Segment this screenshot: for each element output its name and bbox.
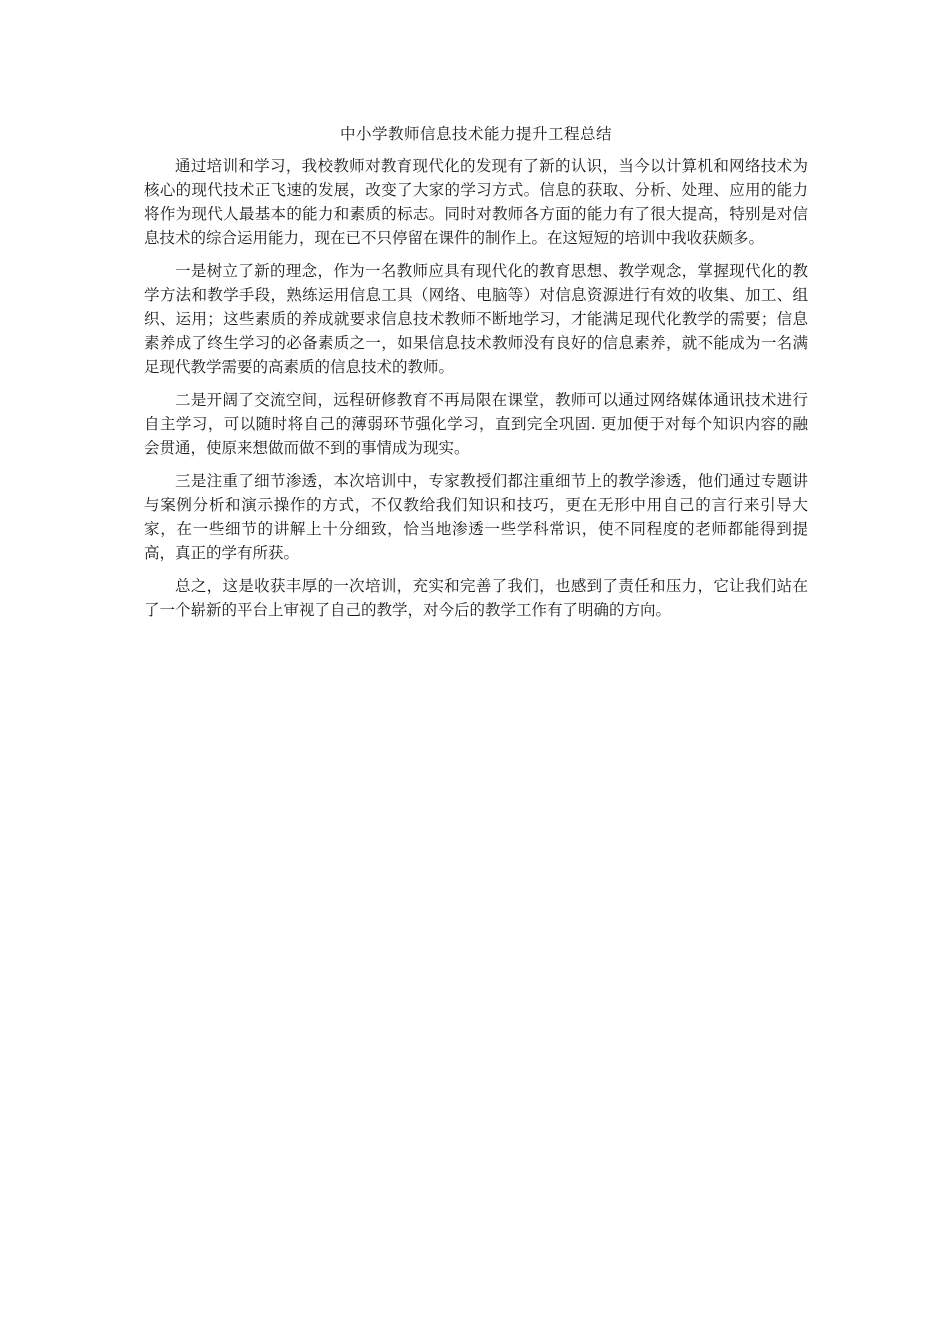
paragraph-point-two: 二是开阔了交流空间，远程研修教育不再局限在课堂，教师可以通过网络媒体通讯技术进行自主学习，可以随时将自己的薄弱环节强化学习，直到完全巩固. 更加便于对每个知识内容的融 会贯通，使原来想做而做不到的事情成为现实。	[144, 391, 808, 457]
paragraph-point-one: 一是树立了新的理念，作为一名教师应具有现代化的教育思想、教学观念，掌握现代化的教学方法和教学手段，熟练运用信息工具（网络、电脑等）对信息资源进行有效的收集、加工、组织、运用；这些素质的养成就要求信息技术教师不断地学习，才能满足现代化教学的需要；信息素养成了终生学习的必备素质之一，如果信息技术教师没有良好的信息素养，就不能成为一名满足现代教学需要的高素质的信息技术的教师。	[144, 262, 808, 376]
document-title: 中小学教师信息技术能力提升工程总结	[339, 125, 612, 143]
paragraph-intro: 通过培训和学习，我校教师对教育现代化的发现有了新的认识，当今以计算机和网络技术为核心的现代技术正飞速的发展，改变了大家的学习方式。信息的获取、分析、处理、应用的能力将作为现代人最基本的能力和素质的标志。同时对教师各方面的能力有了很大提高，特别是对信息技术的综合运用能力，现在已不只停留在课件的制作上。在这短短的培训中我收获颇多。	[144, 157, 808, 247]
paragraph-conclusion: 总之，这是收获丰厚的一次培训，充实和完善了我们，也感到了责任和压力，它让我们站在了一个崭新的平台上审视了自己的教学，对今后的教学工作有了明确的方向。	[144, 577, 808, 619]
document-body	[144, 122, 808, 631]
paragraph-point-three: 三是注重了细节渗透，本次培训中，专家教授们都注重细节上的教学渗透，他们通过专题讲与案例分析和演示操作的方式，不仅教给我们知识和技巧，更在无形中用自己的言行来引导大家，在一些细节的讲解上十分细致，恰当地渗透一些学科常识，使不同程度的老师都能得到提高，真正的学有所获。	[144, 472, 808, 562]
